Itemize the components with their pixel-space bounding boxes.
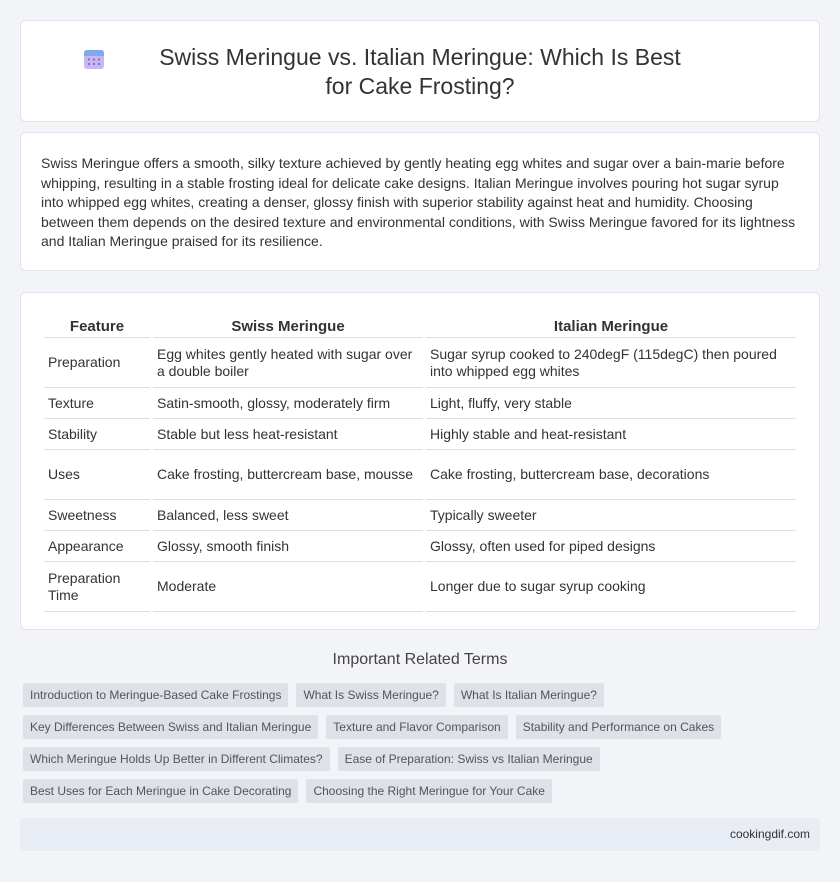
comparison-table xyxy=(41,315,799,612)
italian-cell: Light, fluffy, very stable xyxy=(426,388,796,419)
header-italian: Italian Meringue xyxy=(426,315,796,338)
footer-site-link[interactable]: cookingdif.com xyxy=(729,827,810,841)
italian-cell: Sugar syrup cooked to 240degF (115degC) then poured into whipped egg whites xyxy=(426,338,796,388)
related-term-link[interactable]: What Is Italian Meringue? xyxy=(454,683,604,707)
feature-cell: Appearance xyxy=(44,531,150,562)
table-row xyxy=(44,562,796,612)
related-term-link[interactable]: Which Meringue Holds Up Better in Different Climates? xyxy=(23,747,330,771)
related-term-link[interactable]: Ease of Preparation: Swiss vs Italian Meringue xyxy=(338,747,600,771)
table-row xyxy=(44,388,796,419)
related-term-link[interactable]: Choosing the Right Meringue for Your Cake xyxy=(306,779,551,803)
italian-cell: Highly stable and heat-resistant xyxy=(426,419,796,450)
table-row xyxy=(44,419,796,450)
header-feature: Feature xyxy=(44,315,150,338)
summary-text: Swiss Meringue offers a smooth, silky texture achieved by gently heating egg whites and sugar over a bain-marie before whipping, resulting in a stable frosting ideal for delicate cake designs. Italian Meringue involves pouring hot sugar syrup into whipped egg whites, creating a denser, glossy finish with superior stability against heat and humidity. Choosing between them depends on the desired texture and environmental conditions, with Swiss Meringue favored for its lightness and Italian Meringue praised for its resilience. xyxy=(41,155,796,250)
summary-card xyxy=(20,132,820,271)
table-row xyxy=(44,450,796,500)
swiss-cell: Egg whites gently heated with sugar over a double boiler xyxy=(153,338,423,388)
swiss-cell: Cake frosting, buttercream base, mousse xyxy=(153,450,423,500)
footer xyxy=(20,818,820,851)
related-terms-list xyxy=(20,683,820,811)
table-row xyxy=(44,500,796,531)
feature-cell: Sweetness xyxy=(44,500,150,531)
table-row xyxy=(44,338,796,388)
related-terms-title: Important Related Terms xyxy=(332,651,508,668)
related-term-link[interactable]: What Is Swiss Meringue? xyxy=(296,683,445,707)
related-term-link[interactable]: Best Uses for Each Meringue in Cake Decorating xyxy=(23,779,298,803)
related-term-link[interactable]: Key Differences Between Swiss and Italian Meringue xyxy=(23,715,318,739)
page-title: Swiss Meringue vs. Italian Meringue: Which Is Best for Cake Frosting? xyxy=(159,44,681,99)
header-swiss: Swiss Meringue xyxy=(153,315,423,338)
swiss-cell: Balanced, less sweet xyxy=(153,500,423,531)
feature-cell: Texture xyxy=(44,388,150,419)
italian-cell: Glossy, often used for piped designs xyxy=(426,531,796,562)
swiss-cell: Satin-smooth, glossy, moderately firm xyxy=(153,388,423,419)
feature-cell: Uses xyxy=(44,450,150,500)
italian-cell: Longer due to sugar syrup cooking xyxy=(426,562,796,612)
table-row xyxy=(44,531,796,562)
feature-cell: Preparation xyxy=(44,338,150,388)
related-term-link[interactable]: Introduction to Meringue-Based Cake Frostings xyxy=(23,683,288,707)
related-term-link[interactable]: Texture and Flavor Comparison xyxy=(326,715,507,739)
comparison-table-card xyxy=(20,292,820,630)
swiss-cell: Moderate xyxy=(153,562,423,612)
header-card xyxy=(20,20,820,122)
related-term-link[interactable]: Stability and Performance on Cakes xyxy=(516,715,721,739)
feature-cell: Preparation Time xyxy=(44,562,150,612)
swiss-cell: Stable but less heat-resistant xyxy=(153,419,423,450)
italian-cell: Cake frosting, buttercream base, decorations xyxy=(426,450,796,500)
italian-cell: Typically sweeter xyxy=(426,500,796,531)
swiss-cell: Glossy, smooth finish xyxy=(153,531,423,562)
feature-cell: Stability xyxy=(44,419,150,450)
